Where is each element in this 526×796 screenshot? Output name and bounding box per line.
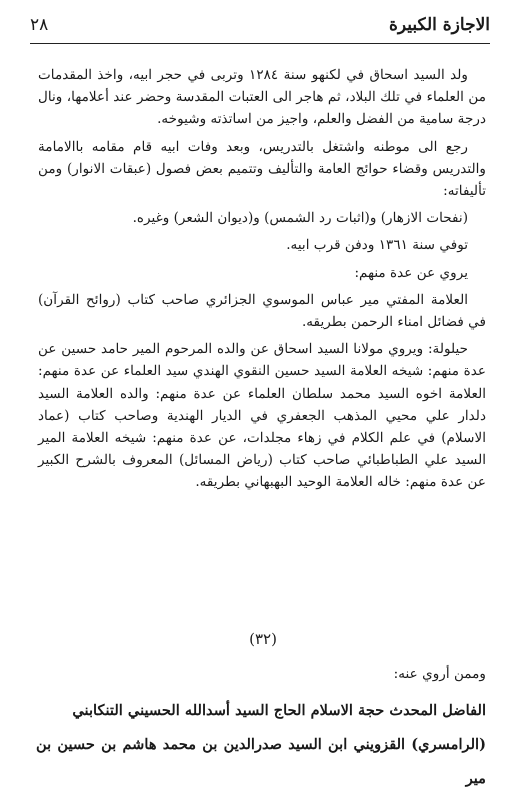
section-number: (٣٢)	[249, 630, 277, 648]
intro-line: وممن أروي عنه:	[393, 666, 486, 682]
paragraph-chain: حيلولة: ويروي مولانا السيد اسحاق عن والده المرحوم المير حامد حسين عن عدة منهم: شيخه العلامة السيد حسين النقوي الهندي سيد العلماء عن عدة منهم: العلامة اخوه السيد محمد سلطان العلماء عن عدة منهم: والده العلامة السيد دلدار علي محيي المذهب الجعفري في الديار الهندية وصاحب كتاب (عماد الاسلام) في علم الكلام في زهاء مجلدات، عن عدة منهم: شيخه العلامة المير السيد علي الطباطبائي صاحب كتاب (رياض المسائل) المعروف بالشرح الكبير عن عدة منهم: خاله العلامة الوحيد البهبهاني بطريقه.	[38, 341, 486, 491]
page-header	[30, 12, 490, 38]
bold-line: الفاضل المحدث حجة الاسلام الحاج السيد أسدالله الحسيني التنكابني	[72, 702, 486, 719]
paragraph-career: رجع الى موطنه واشتغل بالتدريس، وبعد وفات ابيه قام مقامه باالامامة والتدريس وقضاء حوائج العامة والتأليف وتتميم بعض فصول (عبقات الانوار) ومن تأليفاته:	[38, 138, 486, 200]
paragraph-works: (نفحات الازهار) و(اثبات رد الشمس) و(ديوان الشعر) وغيره.	[132, 210, 468, 227]
running-title: الاجازة الكبيرة	[389, 15, 490, 35]
bold-line: (الرامسري) القزويني ابن السيد صدرالدين بن محمد هاشم بن حسين بن مير	[36, 736, 486, 787]
page-number: ٢٨	[30, 15, 49, 35]
header-rule	[30, 43, 490, 44]
paragraph-birth: ولد السيد اسحاق في لكنهو سنة ١٢٨٤ وتربى في حجر ابيه، واخذ المقدمات من العلماء في تلك البلاد، ثم هاجر الى العتبات المقدسة وحضر عند أعلامها، ونال درجة سامية من الفضل والعلم، واجيز من اساتذته وشيوخه.	[38, 67, 486, 128]
bold-narrator-lines	[36, 694, 486, 796]
paragraph-death: توفي سنة ١٣٦١ ودفن قرب ابيه.	[286, 237, 468, 254]
paragraph-narrates-from: يروي عن عدة منهم:	[354, 264, 468, 281]
body-text	[38, 64, 486, 499]
paragraph-mufti: العلامة المفتي مير عباس الموسوي الجزائري صاحب كتاب (روائح القرآن) في فضائل امناء الرحمن بطريقه.	[38, 291, 486, 331]
